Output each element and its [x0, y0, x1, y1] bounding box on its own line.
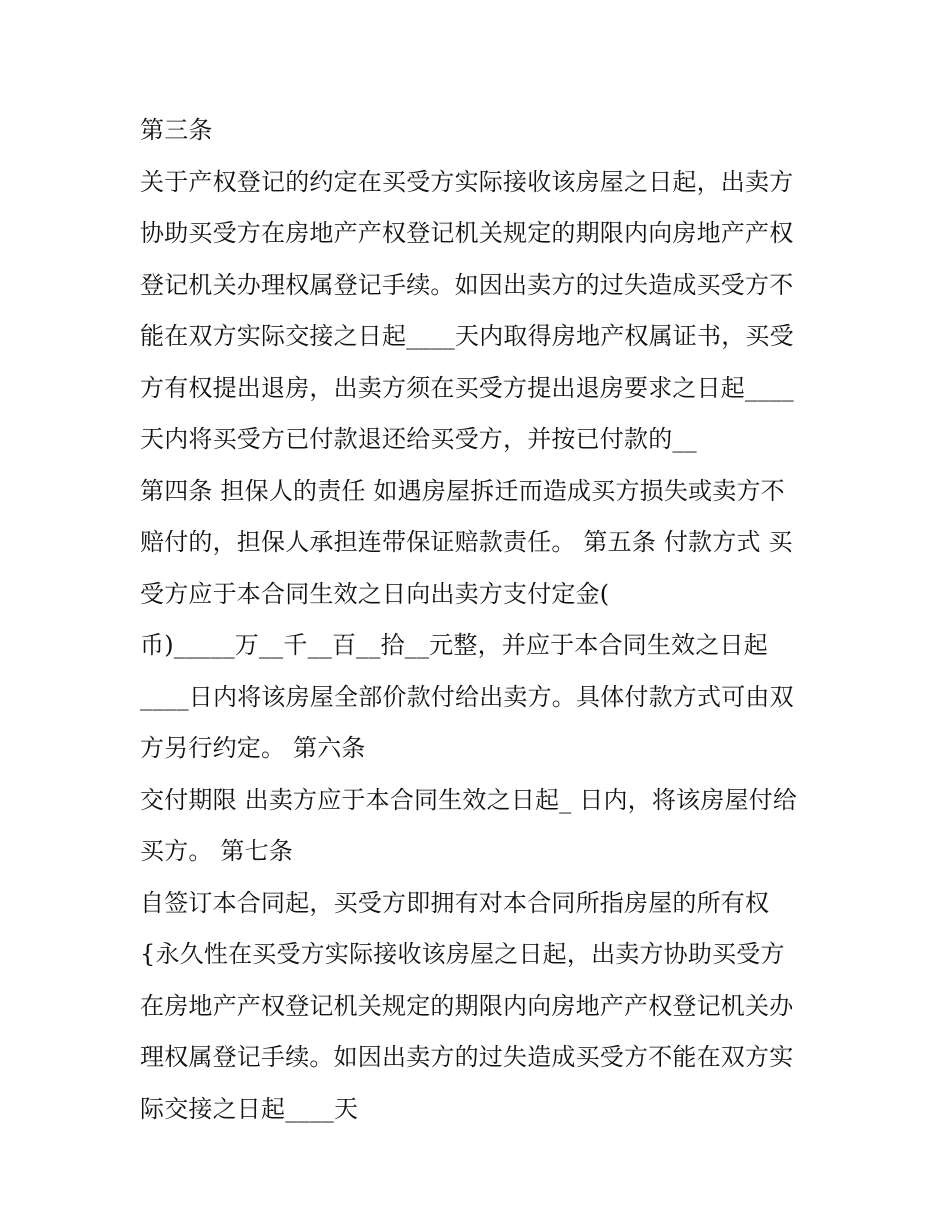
text-line: 买方。 第七条	[140, 837, 294, 865]
text-line: 登记机关办理权属登记手续。如因出卖方的过失造成买受方不	[140, 270, 794, 299]
text-line: 际交接之日起____天	[140, 1094, 359, 1123]
text-line: 天内将买受方已付款退还给买受方，并按已付款的__	[140, 425, 697, 453]
text-line: 关于产权登记的约定在买受方实际接收该房屋之日起，出卖方	[140, 167, 794, 196]
text-line: 赔付的，担保人承担连带保证赔款责任。 第五条 付款方式 买	[140, 528, 793, 556]
text-line: {永久性在买受方实际接收该房屋之日起，出卖方协助买受方	[140, 940, 785, 968]
text-line: 交付期限 出卖方应于本合同生效之日起_ 日内，将该房屋付给	[140, 785, 798, 814]
text-line: 协助买受方在房地产产权登记机关规定的期限内向房地产产权	[140, 219, 794, 247]
text-line: 受方应于本合同生效之日向出卖方支付定金(	[140, 579, 610, 608]
text-line: 理权属登记手续。如因出卖方的过失造成买受方不能在双方实	[140, 1043, 794, 1071]
text-line: ____日内将该房屋全部价款付给出卖方。具体付款方式可由双	[140, 682, 794, 711]
text-line: 自签订本合同起，买受方即拥有对本合同所指房屋的所有权	[140, 888, 770, 917]
text-line: 第三条	[140, 116, 213, 144]
contract-text	[140, 110, 840, 1140]
text-line: 方有权提出退房，出卖方须在买受方提出退房要求之日起____	[140, 373, 794, 402]
text-line: 币)_____万__千__百__拾__元整，并应于本合同生效之日起	[140, 631, 768, 659]
text-line: 能在双方实际交接之日起____天内取得房地产权属证书，买受	[140, 322, 794, 350]
text-line: 方另行约定。 第六条	[140, 734, 366, 762]
text-line: 第四条 担保人的责任 如遇房屋拆迁而造成买方损失或卖方不	[140, 476, 785, 505]
text-line: 在房地产产权登记机关规定的期限内向房地产产权登记机关办	[140, 991, 794, 1020]
